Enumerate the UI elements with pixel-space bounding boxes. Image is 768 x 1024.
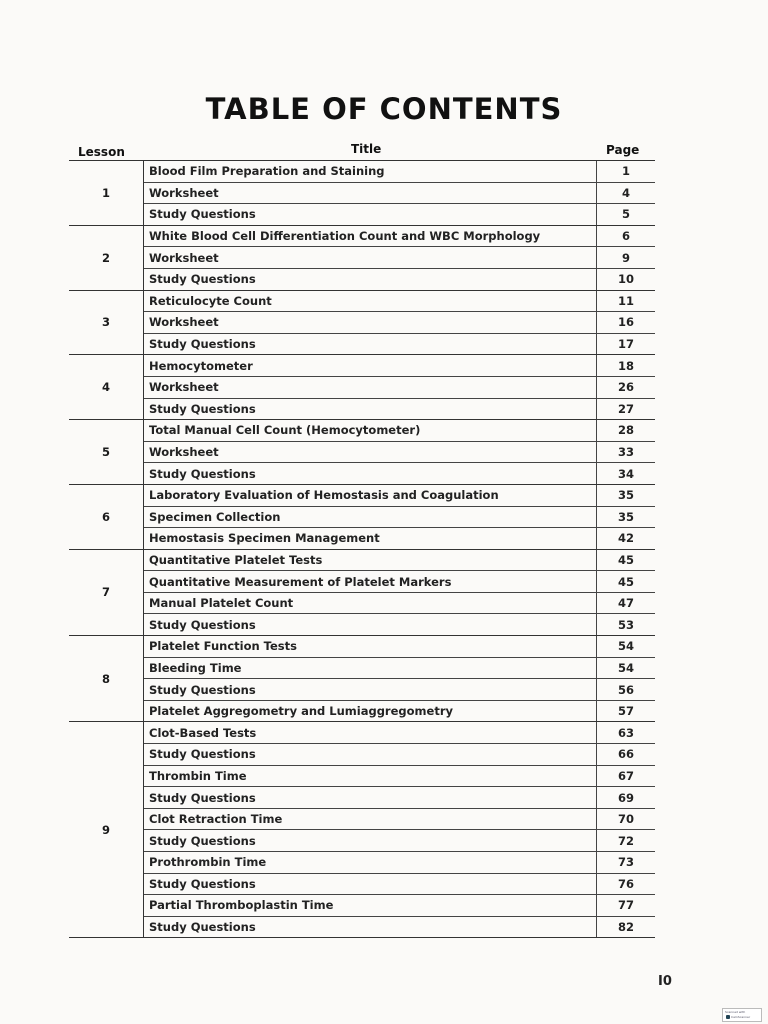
toc-entry-page: 54	[596, 658, 655, 679]
toc-row	[144, 592, 655, 614]
toc-entry-title: Study Questions	[149, 337, 256, 352]
toc-entry-page: 35	[596, 485, 655, 506]
toc-row	[144, 873, 655, 895]
toc-entry-page: 63	[596, 722, 655, 743]
toc-entry-page: 45	[596, 550, 655, 571]
lesson-number: 7	[69, 550, 144, 635]
lesson-number: 4	[69, 355, 144, 419]
toc-entry-title: White Blood Cell Differentiation Count and WBC Morphology	[149, 229, 541, 244]
lesson-group	[69, 419, 655, 484]
lesson-group	[69, 290, 655, 355]
toc-entry-title: Study Questions	[149, 876, 256, 891]
toc-row	[144, 203, 655, 225]
lesson-group	[69, 160, 655, 225]
scanner-badge-line2: CamScanner	[731, 1015, 751, 1019]
toc-row	[144, 808, 655, 830]
toc-entry-title: Study Questions	[149, 466, 256, 481]
toc-entry-page: 17	[596, 334, 655, 355]
toc-row	[144, 570, 655, 592]
toc-row	[144, 527, 655, 549]
toc-row	[144, 182, 655, 204]
toc-row	[144, 441, 655, 463]
toc-entry-page: 35	[596, 507, 655, 528]
lesson-group	[69, 549, 655, 635]
toc-entry-page: 72	[596, 830, 655, 851]
lesson-number: 3	[69, 291, 144, 355]
lesson-number: 1	[69, 161, 144, 225]
toc-row	[144, 462, 655, 484]
toc-entry-title: Study Questions	[149, 207, 256, 222]
toc-entry-title: Study Questions	[149, 790, 256, 805]
toc-entry-page: 16	[596, 312, 655, 333]
camscanner-icon	[726, 1015, 730, 1019]
toc-row	[144, 398, 655, 420]
toc-entry-page: 45	[596, 571, 655, 592]
toc-entry-page: 53	[596, 614, 655, 635]
toc-entry-page: 54	[596, 636, 655, 657]
toc-entry-title: Specimen Collection	[149, 509, 281, 524]
toc-row	[144, 161, 655, 182]
toc-entry-page: 56	[596, 679, 655, 700]
toc-entry-title: Blood Film Preparation and Staining	[149, 164, 385, 179]
toc-row	[144, 700, 655, 722]
toc-entry-page: 6	[596, 226, 655, 247]
toc-row	[144, 786, 655, 808]
toc-entry-title: Laboratory Evaluation of Hemostasis and Coagulation	[149, 488, 499, 503]
toc-entry-page: 76	[596, 874, 655, 895]
toc-row	[144, 333, 655, 355]
toc-entry-page: 66	[596, 744, 655, 765]
lesson-number: 6	[69, 485, 144, 549]
column-header-page: Page	[606, 143, 640, 157]
toc-entry-page: 11	[596, 291, 655, 312]
toc-entry-page: 70	[596, 809, 655, 830]
toc-entry-title: Hemostasis Specimen Management	[149, 531, 380, 546]
lesson-group	[69, 225, 655, 290]
toc-row	[144, 311, 655, 333]
toc-entry-page: 28	[596, 420, 655, 441]
toc-row	[144, 851, 655, 873]
toc-row	[144, 291, 655, 312]
toc-entry-title: Study Questions	[149, 682, 256, 697]
toc-entry-title: Clot Retraction Time	[149, 812, 283, 827]
toc-entry-page: 73	[596, 852, 655, 873]
toc-row	[144, 722, 655, 743]
lesson-number: 8	[69, 636, 144, 721]
toc-entry-page: 27	[596, 399, 655, 420]
scanner-badge	[722, 1008, 762, 1022]
toc-entry-page: 4	[596, 183, 655, 204]
toc-entry-page: 34	[596, 463, 655, 484]
toc-entry-page: 67	[596, 766, 655, 787]
toc-entry-title: Worksheet	[149, 315, 219, 330]
toc-entry-title: Manual Platelet Count	[149, 596, 294, 611]
lesson-number: 5	[69, 420, 144, 484]
toc-entry-title: Hemocytometer	[149, 358, 253, 373]
toc-row	[144, 485, 655, 506]
toc-row	[144, 268, 655, 290]
toc-table	[69, 160, 655, 938]
toc-entry-title: Bleeding Time	[149, 660, 242, 675]
page-number: I0	[658, 974, 672, 989]
toc-entry-title: Worksheet	[149, 185, 219, 200]
lesson-group	[69, 721, 655, 938]
toc-entry-page: 69	[596, 787, 655, 808]
toc-row	[144, 506, 655, 528]
toc-entry-page: 18	[596, 355, 655, 376]
toc-row	[144, 355, 655, 376]
toc-row	[144, 678, 655, 700]
toc-entry-title: Quantitative Measurement of Platelet Markers	[149, 574, 452, 589]
toc-row	[144, 657, 655, 679]
toc-row	[144, 376, 655, 398]
toc-entry-title: Study Questions	[149, 833, 256, 848]
toc-row	[144, 420, 655, 441]
toc-entry-page: 47	[596, 593, 655, 614]
toc-entry-title: Study Questions	[149, 272, 256, 287]
toc-entry-title: Partial Thromboplastin Time	[149, 898, 334, 913]
lesson-group	[69, 635, 655, 721]
toc-entry-page: 82	[596, 917, 655, 938]
toc-entry-page: 57	[596, 701, 655, 722]
toc-entry-title: Worksheet	[149, 380, 219, 395]
toc-entry-title: Study Questions	[149, 747, 256, 762]
toc-row	[144, 636, 655, 657]
lesson-group	[69, 354, 655, 419]
toc-entry-title: Study Questions	[149, 401, 256, 416]
toc-row	[144, 829, 655, 851]
column-header-lesson: Lesson	[78, 145, 125, 159]
column-header-title: Title	[351, 142, 382, 156]
toc-entry-title: Clot-Based Tests	[149, 725, 257, 740]
toc-entry-title: Prothrombin Time	[149, 855, 267, 870]
toc-entry-title: Total Manual Cell Count (Hemocytometer)	[149, 423, 421, 438]
toc-entry-page: 26	[596, 377, 655, 398]
toc-entry-page: 77	[596, 895, 655, 916]
lesson-number: 2	[69, 226, 144, 290]
toc-row	[144, 916, 655, 938]
toc-entry-title: Platelet Aggregometry and Lumiaggregometry	[149, 704, 453, 719]
page-title: TABLE OF CONTENTS	[205, 92, 563, 126]
toc-row	[144, 894, 655, 916]
toc-entry-title: Worksheet	[149, 445, 219, 460]
toc-entry-title: Thrombin Time	[149, 768, 247, 783]
toc-entry-page: 9	[596, 247, 655, 268]
toc-entry-title: Reticulocyte Count	[149, 293, 272, 308]
lesson-number: 9	[69, 722, 144, 937]
lesson-group	[69, 484, 655, 549]
toc-entry-title: Quantitative Platelet Tests	[149, 552, 323, 567]
toc-row	[144, 743, 655, 765]
toc-row	[144, 613, 655, 635]
toc-entry-title: Study Questions	[149, 920, 256, 935]
toc-entry-page: 5	[596, 204, 655, 225]
toc-row	[144, 226, 655, 247]
toc-entry-title: Worksheet	[149, 250, 219, 265]
toc-row	[144, 246, 655, 268]
toc-entry-title: Platelet Function Tests	[149, 639, 297, 654]
toc-entry-title: Study Questions	[149, 617, 256, 632]
toc-row	[144, 765, 655, 787]
toc-entry-page: 33	[596, 442, 655, 463]
scanner-badge-line1: Scanned with	[725, 1010, 746, 1014]
toc-entry-page: 1	[596, 161, 655, 182]
toc-entry-page: 42	[596, 528, 655, 549]
toc-row	[144, 550, 655, 571]
toc-entry-page: 10	[596, 269, 655, 290]
